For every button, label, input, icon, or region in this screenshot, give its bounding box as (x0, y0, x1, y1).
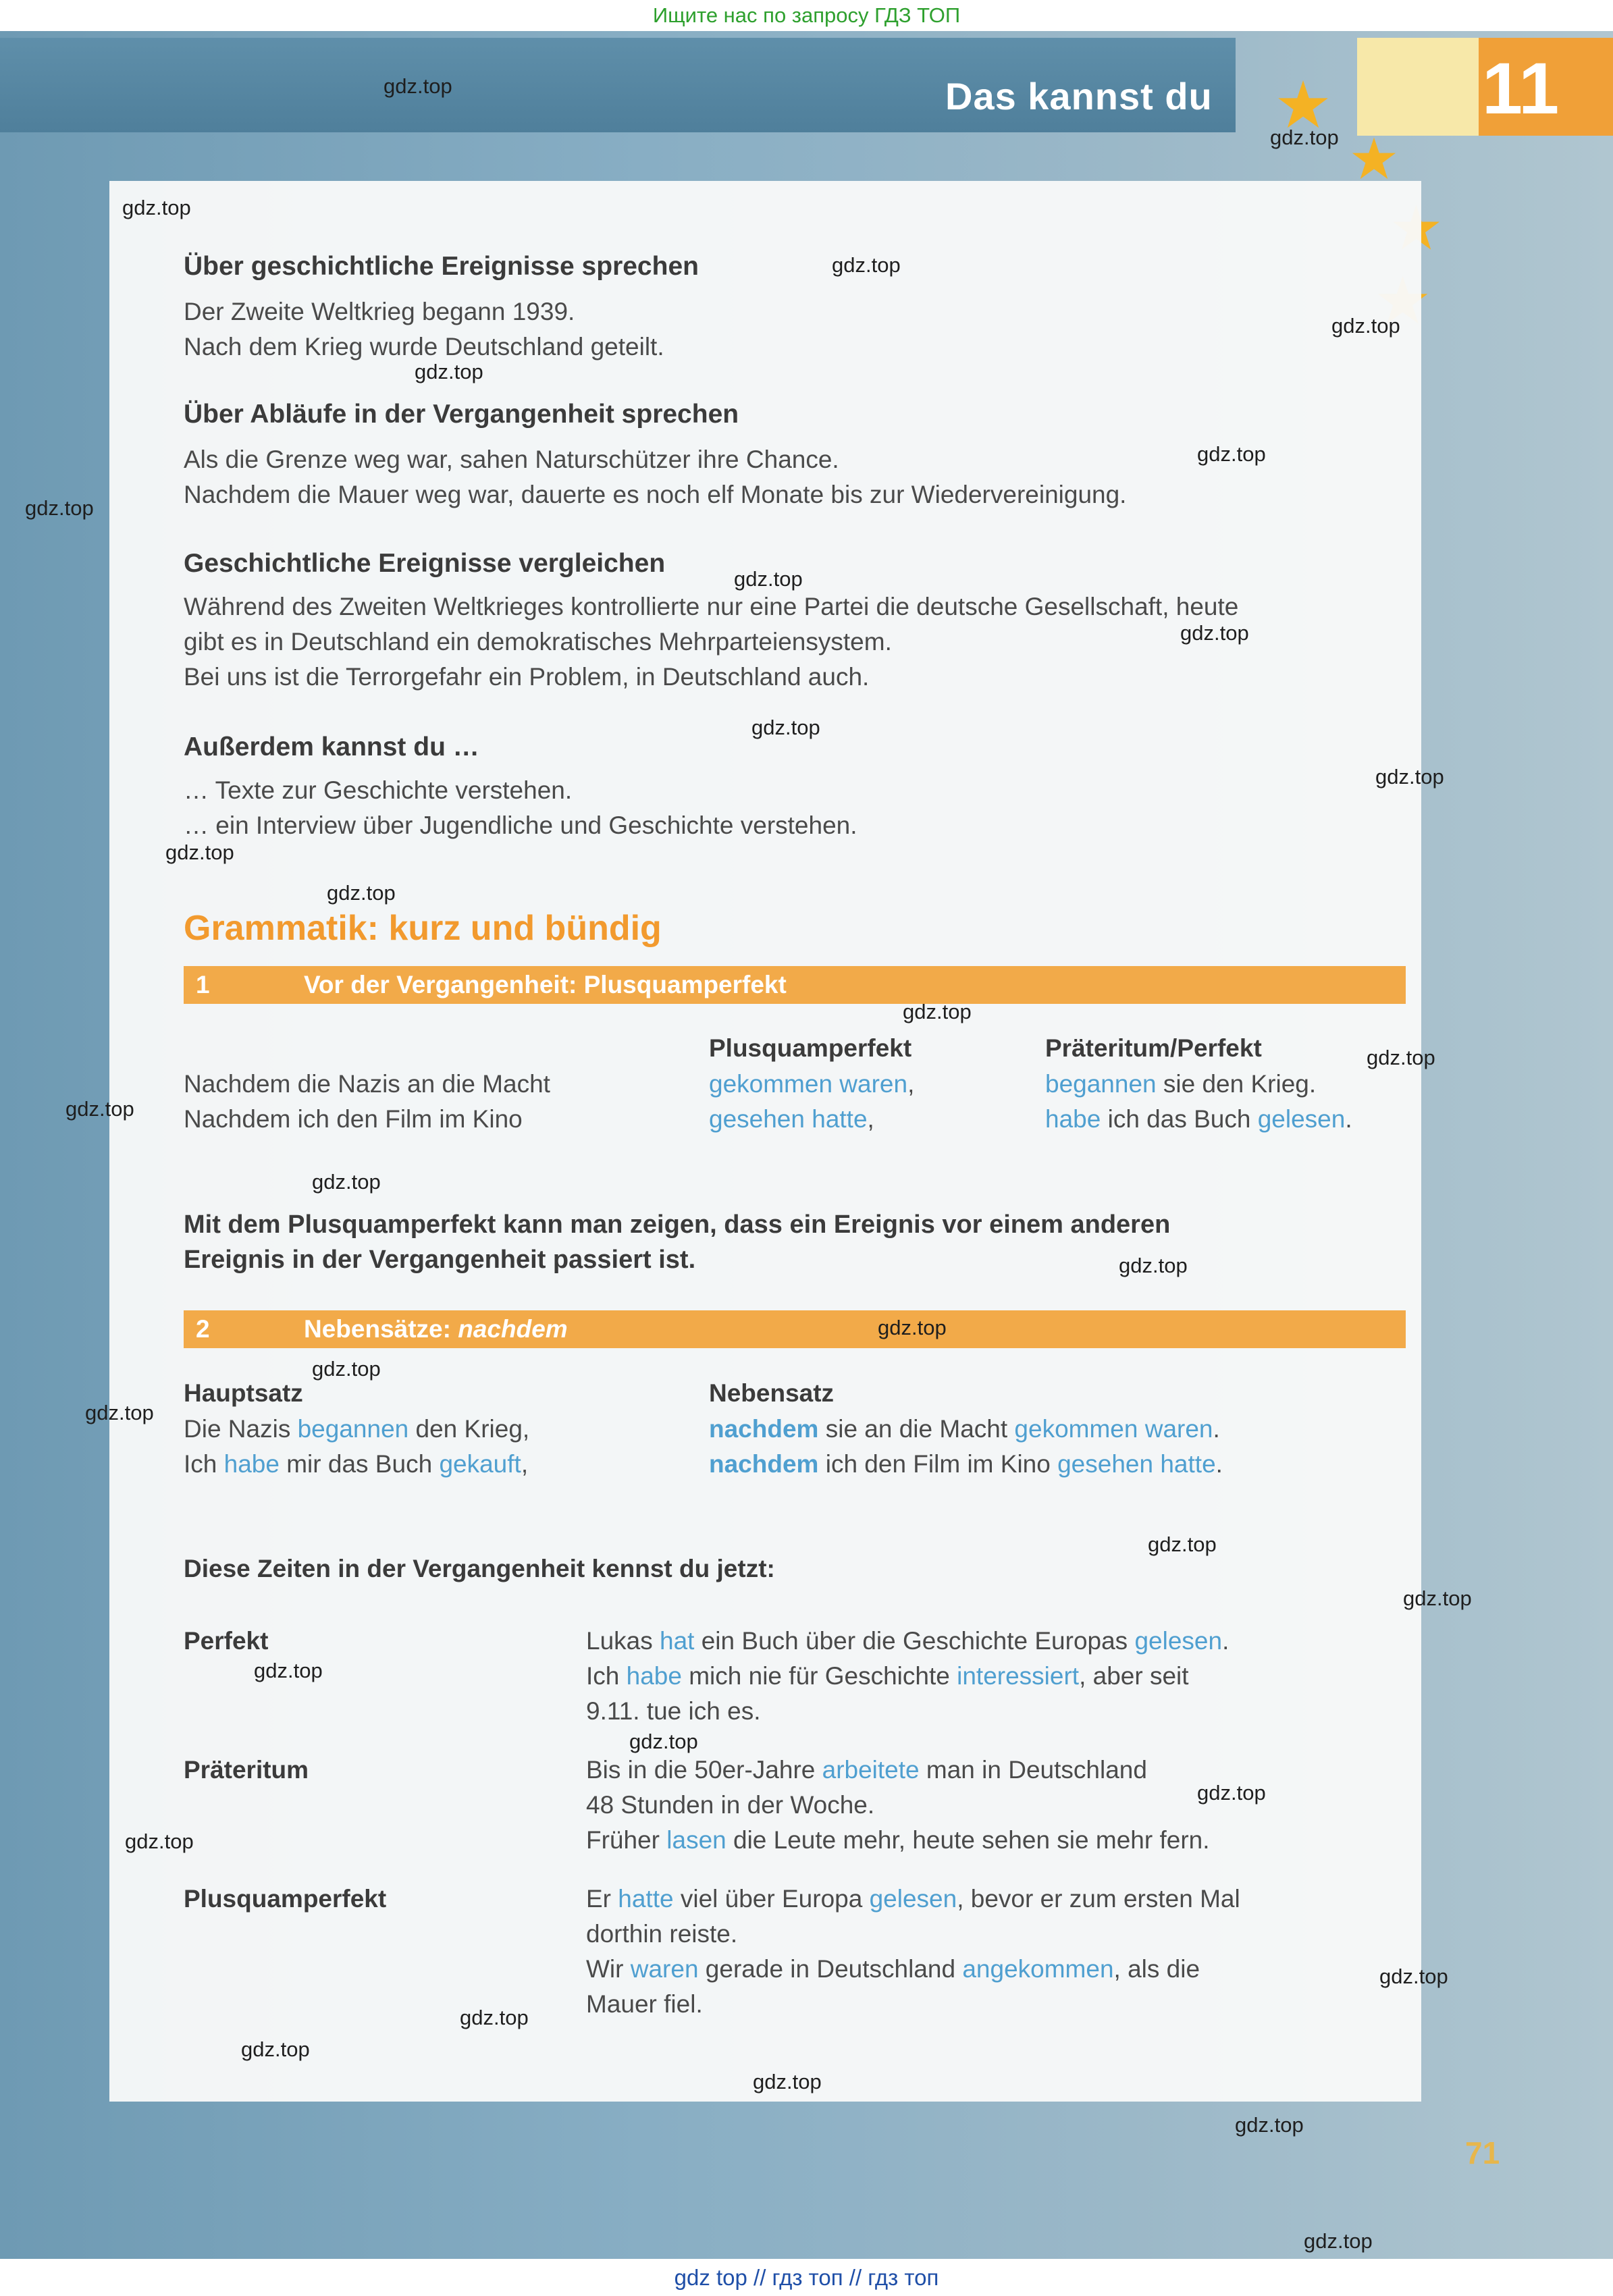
bottom-banner[interactable]: gdz top // гдз топ // гдз топ (0, 2259, 1613, 2296)
page-number: 71 (1465, 2135, 1500, 2170)
watermark: gdz.top (165, 840, 234, 864)
watermark: gdz.top (753, 2070, 822, 2093)
grammar-note: Ereignis in der Vergangenheit passiert ist. (184, 1246, 696, 1274)
perfekt-example-line: 9.11. tue ich es. (586, 1697, 761, 1725)
watermark: gdz.top (1197, 442, 1266, 466)
section-line: Als die Grenze weg war, sahen Naturschützer ihre Chance. (184, 446, 839, 473)
watermark: gdz.top (1270, 126, 1339, 149)
watermark: gdz.top (1180, 621, 1249, 645)
tense-label-praeteritum: Präteritum (184, 1756, 309, 1784)
grammar-note: Mit dem Plusquamperfekt kann man zeigen, dass ein Ereignis vor einem anderen (184, 1210, 1171, 1239)
praeteritum-example-line: 48 Stunden in der Woche. (586, 1791, 875, 1819)
watermark: gdz.top (903, 1000, 972, 1023)
section-line: … Texte zur Geschichte verstehen. (184, 776, 573, 804)
page-title: Das kannst du (945, 75, 1213, 117)
watermark: gdz.top (751, 716, 820, 739)
grammar-title: Grammatik: kurz und bündig (184, 909, 662, 948)
column-header-hauptsatz: Hauptsatz (184, 1379, 303, 1407)
watermark: gdz.top (460, 2006, 529, 2029)
watermark: gdz.top (629, 1730, 698, 1753)
watermark: gdz.top (25, 496, 94, 520)
perfekt-example-line: Ich habe mich nie für Geschichte interessiert, aber seit (586, 1662, 1189, 1690)
watermark: gdz.top (1304, 2229, 1373, 2253)
watermark: gdz.top (254, 1659, 323, 1682)
plusquamperfekt-example-line: dorthin reiste. (586, 1920, 738, 1948)
watermark: gdz.top (384, 74, 452, 98)
section-heading: Geschichtliche Ereignisse vergleichen (184, 549, 666, 578)
star-icon (1347, 135, 1401, 182)
plusquamperfekt-example-line: Er hatte viel über Europa gelesen, bevor er zum ersten Mal (586, 1885, 1240, 1913)
tense-label-perfekt: Perfekt (184, 1627, 269, 1655)
hauptsatz-example-1: Die Nazis begannen den Krieg, (184, 1415, 530, 1443)
watermark: gdz.top (415, 360, 483, 383)
column-header-plusquamperfekt: Plusquamperfekt (709, 1034, 912, 1062)
watermark: gdz.top (1235, 2113, 1304, 2137)
hauptsatz-example-2: Ich habe mir das Buch gekauft, (184, 1450, 529, 1478)
watermark: gdz.top (1119, 1254, 1188, 1277)
example-row-1-main: begannen sie den Krieg. (1045, 1070, 1317, 1098)
section-heading: Über geschichtliche Ereignisse sprechen (184, 252, 699, 281)
section-line: Während des Zweiten Weltkrieges kontrollierte nur eine Partei die deutsche Gesellschaft, heute (184, 593, 1239, 620)
watermark: gdz.top (122, 196, 191, 219)
praeteritum-example-line: Bis in die 50er-Jahre arbeitete man in Deutschland (586, 1756, 1147, 1784)
nebensatz-example-2: nachdem ich den Film im Kino gesehen hatte. (709, 1450, 1223, 1478)
watermark: gdz.top (1403, 1586, 1472, 1610)
watermark: gdz.top (1379, 1965, 1448, 1988)
bar-number: 2 (196, 1315, 210, 1343)
plusquamperfekt-example-line: Wir waren gerade in Deutschland angekommen, als die (586, 1955, 1200, 1983)
watermark: gdz.top (85, 1401, 154, 1424)
watermark: gdz.top (312, 1170, 381, 1194)
example-row-2-verb: gesehen hatte, (709, 1105, 874, 1133)
tense-label-plusquamperfekt: Plusquamperfekt (184, 1885, 387, 1913)
watermark: gdz.top (1375, 765, 1444, 789)
nebensatz-example-1: nachdem sie an die Macht gekommen waren. (709, 1415, 1220, 1443)
bar-title: Nebensätze: nachdem (304, 1315, 568, 1343)
watermark: gdz.top (1197, 1781, 1266, 1805)
praeteritum-example-line: Früher lasen die Leute mehr, heute sehen sie mehr fern. (586, 1826, 1210, 1854)
watermark: gdz.top (832, 253, 901, 277)
watermark: gdz.top (1331, 314, 1400, 338)
chapter-number: 11 (1482, 47, 1560, 129)
watermark: gdz.top (312, 1357, 381, 1381)
grammar-bar-2 (184, 1310, 1406, 1348)
section-line: gibt es in Deutschland ein demokratisches Mehrparteiensystem. (184, 628, 892, 656)
section-line: Der Zweite Weltkrieg begann 1939. (184, 298, 575, 325)
bar-number: 1 (196, 971, 210, 998)
section-line: Bei uns ist die Terrorgefahr ein Problem, in Deutschland auch. (184, 663, 870, 691)
plusquamperfekt-example-line: Mauer fiel. (586, 1990, 703, 2018)
example-row-2-clause: Nachdem ich den Film im Kino (184, 1105, 523, 1133)
watermark: gdz.top (125, 1830, 194, 1853)
section-line: Nachdem die Mauer weg war, dauerte es noch elf Monate bis zur Wiedervereinigung. (184, 481, 1127, 508)
watermark: gdz.top (327, 881, 396, 905)
watermark: gdz.top (241, 2037, 310, 2061)
example-row-1-clause: Nachdem die Nazis an die Macht (184, 1070, 550, 1098)
perfekt-example-line: Lukas hat ein Buch über die Geschichte Europas gelesen. (586, 1627, 1229, 1655)
bar-title: Vor der Vergangenheit: Plusquamperfekt (304, 971, 787, 998)
watermark: gdz.top (1148, 1532, 1217, 1556)
section-line: Nach dem Krieg wurde Deutschland geteilt. (184, 333, 664, 361)
example-row-2-main: habe ich das Buch gelesen. (1045, 1105, 1352, 1133)
watermark: gdz.top (65, 1097, 134, 1121)
column-header-praeteritum: Präteritum/Perfekt (1045, 1034, 1262, 1062)
watermark: gdz.top (1367, 1046, 1435, 1069)
star-icon (1273, 78, 1333, 132)
watermark: gdz.top (734, 567, 803, 591)
section-heading: Außerdem kannst du … (184, 732, 479, 762)
grammar-bar-1 (184, 966, 1406, 1004)
column-header-nebensatz: Nebensatz (709, 1379, 835, 1407)
example-row-1-verb: gekommen waren, (709, 1070, 915, 1098)
section-heading: Über Abläufe in der Vergangenheit sprechen (184, 400, 739, 429)
watermark: gdz.top (878, 1316, 947, 1339)
tenses-heading: Diese Zeiten in der Vergangenheit kennst du jetzt: (184, 1555, 775, 1582)
top-banner[interactable]: Ищите нас по запросу ГДЗ ТОП (0, 0, 1613, 31)
section-line: … ein Interview über Jugendliche und Geschichte verstehen. (184, 811, 857, 839)
header-yellow-block (1357, 38, 1479, 136)
